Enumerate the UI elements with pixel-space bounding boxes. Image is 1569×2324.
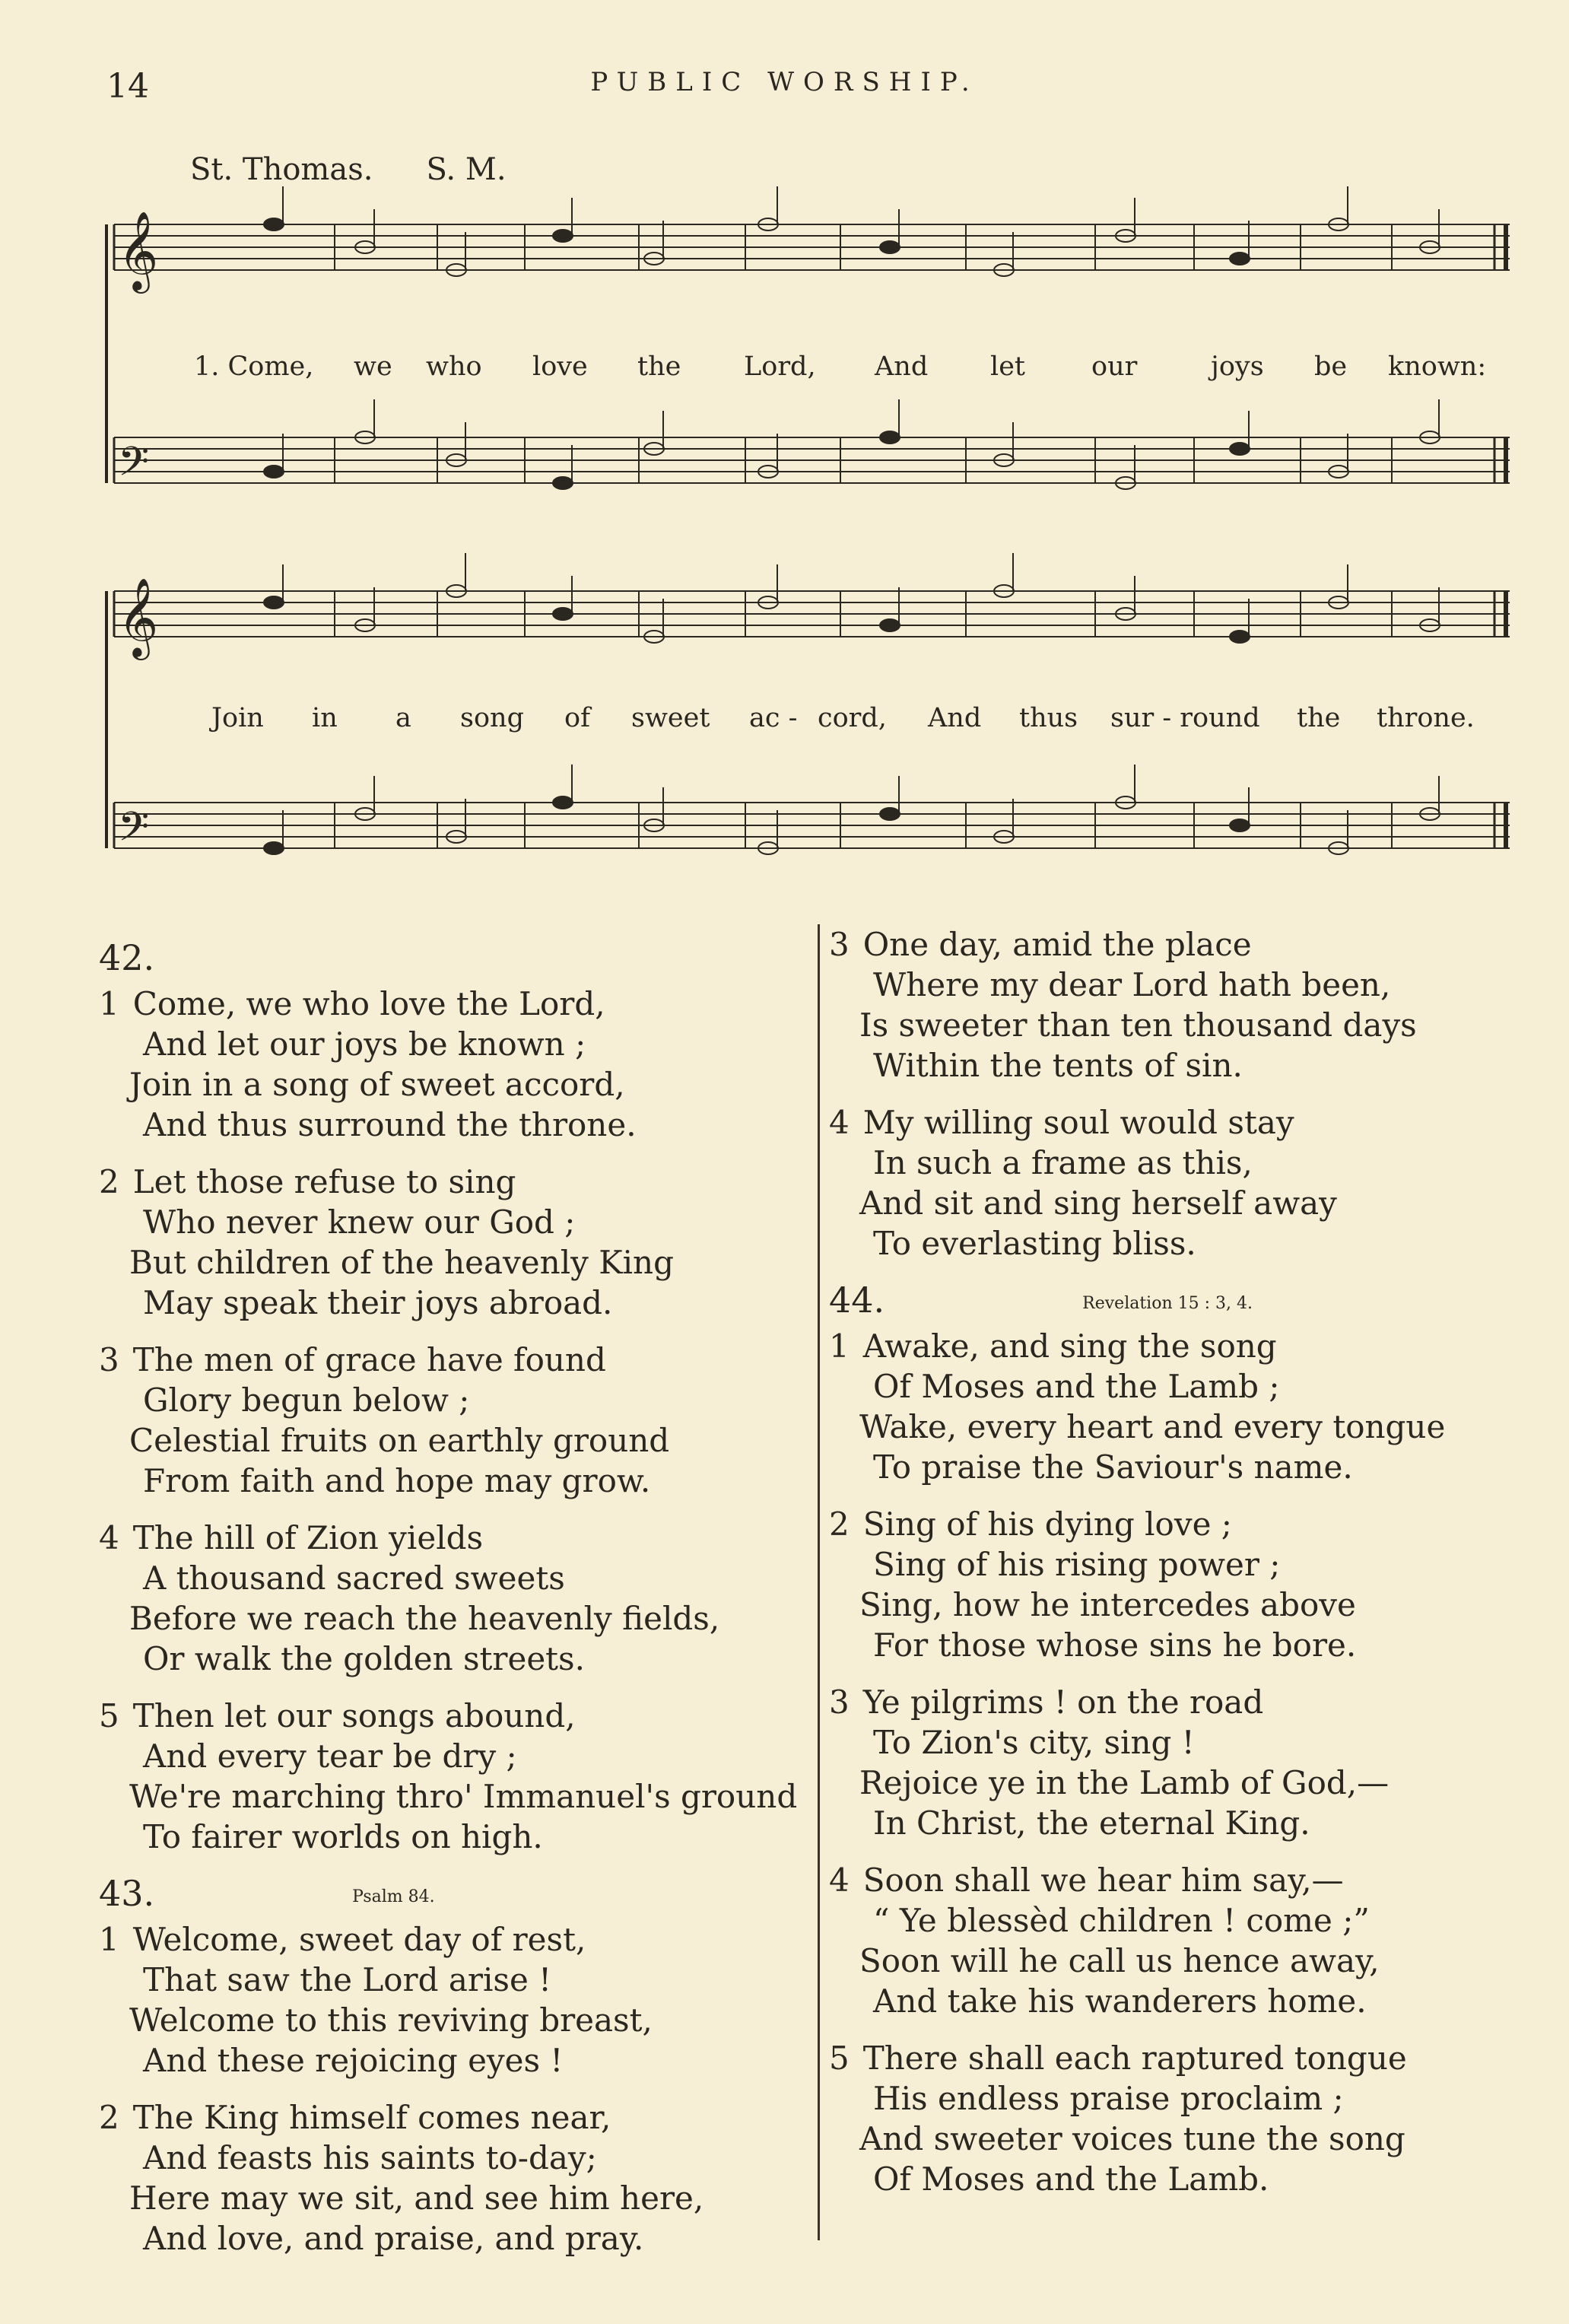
clef-symbol: 𝄞	[118, 211, 159, 291]
stanza-line	[99, 1420, 806, 1461]
lyric-syllable: our	[1091, 351, 1138, 382]
stanza-line-text: Soon will he call us hence away,	[859, 1942, 1380, 1979]
stanza	[829, 1326, 1552, 1487]
stanza-line	[99, 2218, 806, 2259]
lyric-syllable: ac -	[749, 703, 798, 733]
stanza-line-text: And thus surround the throne.	[143, 1106, 637, 1143]
stanza-line	[99, 1202, 806, 1242]
stanza	[99, 1696, 806, 1857]
stanza-line-text: The men of grace have found	[132, 1341, 606, 1378]
stanza-line	[99, 1461, 806, 1501]
lyric-syllable: in	[312, 703, 338, 733]
hymn-number-label: 43.	[99, 1873, 155, 1914]
stanza-line	[829, 1407, 1552, 1447]
hymn-number	[99, 938, 806, 984]
stanza-line-text: “ Ye blessèd children ! come ;”	[873, 1902, 1370, 1939]
stanza	[829, 2038, 1552, 2199]
stanza-line	[829, 1223, 1552, 1264]
stanza-line	[829, 1625, 1552, 1665]
stanza-line	[99, 1380, 806, 1420]
lyric-syllable: cord,	[818, 703, 887, 733]
lyric-syllable: Join	[211, 703, 264, 733]
scripture-reference: Revelation 15 : 3, 4.	[1082, 1293, 1253, 1313]
stanza-line	[99, 1817, 806, 1857]
stanza-line-text: Come, we who love the Lord,	[132, 985, 605, 1022]
stanza-line	[829, 1183, 1552, 1223]
stanza-line-text: Rejoice ye in the Lamb of God,—	[859, 1764, 1390, 1801]
stanza-line-text: In Christ, the eternal King.	[873, 1804, 1310, 1842]
stanza-line	[829, 1366, 1552, 1407]
stanza-line-text: Is sweeter than ten thousand days	[859, 1006, 1417, 1044]
stanza-line-text: For those whose sins he bore.	[873, 1626, 1357, 1664]
stanza-line-text: To fairer worlds on high.	[143, 1818, 543, 1855]
lyric-syllable: who	[426, 351, 482, 382]
stanza-number: 2	[99, 1163, 119, 1200]
note-head	[1230, 819, 1250, 831]
stanza-number: 2	[829, 1505, 850, 1543]
clef-symbol: 𝄢	[118, 804, 150, 860]
note-head	[264, 218, 284, 230]
stanza-number: 3	[829, 1683, 850, 1721]
stanza-number: 3	[829, 926, 850, 963]
stanza-line-text: There shall each raptured tongue	[862, 2039, 1407, 2077]
stanza-line	[99, 1340, 806, 1380]
stanza-line	[829, 2038, 1552, 2078]
lyric-syllable: joys	[1211, 351, 1264, 382]
stanza-number: 1	[829, 1327, 850, 1365]
stanza-line	[99, 1736, 806, 1776]
right-column	[829, 924, 1552, 2216]
stanza-line-text: Soon shall we hear him say,—	[862, 1861, 1344, 1899]
note-head	[553, 477, 573, 489]
stanza-line	[99, 1162, 806, 1202]
stanza-line	[829, 2119, 1552, 2159]
note-head	[880, 431, 900, 443]
stanza-line	[99, 1105, 806, 1145]
stanza-line-text: Within the tents of sin.	[873, 1047, 1243, 1084]
stanza	[99, 984, 806, 1145]
lyric-syllable: we	[354, 351, 392, 382]
stanza-line	[829, 1682, 1552, 1722]
clef-symbol: 𝄞	[118, 577, 159, 657]
note-head	[880, 241, 900, 253]
lyric-syllable: throne.	[1377, 703, 1475, 733]
lyric-syllable: And	[928, 703, 982, 733]
stanza-line	[829, 965, 1552, 1005]
stanza-line-text: We're marching thro' Immanuel's ground	[129, 1778, 798, 1815]
stanza-number: 4	[829, 1861, 850, 1899]
stanza-line-text: His endless praise proclaim ;	[873, 2080, 1344, 2117]
note-head	[264, 596, 284, 609]
stanza-line-text: That saw the Lord arise !	[143, 1961, 552, 1998]
stanza-line	[829, 1447, 1552, 1487]
lyric-syllable: song	[460, 703, 524, 733]
stanza-line	[99, 2040, 806, 2081]
running-title: PUBLIC WORSHIP.	[590, 67, 979, 97]
stanza-line	[99, 1024, 806, 1064]
lyric-syllable: be	[1314, 351, 1348, 382]
note-head	[553, 230, 573, 242]
stanza-line	[829, 1722, 1552, 1763]
lyric-syllable: let	[990, 351, 1025, 382]
stanza-line-text: And take his wanderers home.	[873, 1982, 1367, 2020]
clef-symbol: 𝄢	[118, 439, 150, 495]
stanza-line-text: Let those refuse to sing	[132, 1163, 516, 1200]
stanza-line-text: Awake, and sing the song	[862, 1327, 1277, 1365]
stanza-number: 1	[99, 1921, 119, 1958]
stanza	[99, 1919, 806, 2081]
note-head	[880, 808, 900, 820]
lyric-syllable: sur - round	[1110, 703, 1260, 733]
lyric-syllable: the	[637, 351, 681, 382]
note-head	[264, 842, 284, 854]
stanza-line	[829, 1045, 1552, 1086]
music-score	[0, 0, 1569, 913]
hymn-number-label: 42.	[99, 937, 155, 978]
stanza-number: 4	[829, 1104, 850, 1141]
stanza-number: 5	[829, 2039, 850, 2077]
stanza-line-text: Here may we sit, and see him here,	[129, 2179, 704, 2217]
stanza-number: 3	[99, 1341, 119, 1378]
note-head	[1230, 253, 1250, 265]
stanza-line	[829, 1326, 1552, 1366]
note-head	[880, 619, 900, 631]
stanza-line	[829, 1981, 1552, 2021]
stanza-line-text: Of Moses and the Lamb.	[873, 2160, 1269, 2198]
stanza-line-text: From faith and hope may grow.	[143, 1462, 651, 1499]
stanza-line-text: One day, amid the place	[862, 926, 1252, 963]
lyric-syllable: of	[564, 703, 591, 733]
lyric-syllable: 1. Come,	[194, 351, 314, 382]
stanza-line	[829, 1143, 1552, 1183]
stanza-line	[99, 1919, 806, 1960]
stanza-line-text: My willing soul would stay	[862, 1104, 1294, 1141]
lyric-syllable: And	[875, 351, 929, 382]
stanza-line-text: To everlasting bliss.	[873, 1225, 1196, 1262]
left-column	[99, 924, 806, 2275]
note-head	[1230, 443, 1250, 455]
stanza-line	[829, 1544, 1552, 1585]
stanza-number: 1	[99, 985, 119, 1022]
stanza-line-text: Before we reach the heavenly fields,	[129, 1600, 720, 1637]
stanza-line-text: Welcome to this reviving breast,	[129, 2001, 653, 2039]
stanza-line-text: Welcome, sweet day of rest,	[132, 1921, 586, 1958]
stanza-line-text: A thousand sacred sweets	[143, 1559, 565, 1597]
stanza-line	[99, 1283, 806, 1323]
stanza-line	[829, 1900, 1552, 1941]
note-head	[553, 608, 573, 620]
stanza-line-text: Join in a song of sweet accord,	[129, 1066, 625, 1103]
stanza-line	[99, 1518, 806, 1558]
stanza	[829, 1682, 1552, 1843]
page-number: 14	[106, 67, 149, 106]
lyric-syllable: a	[395, 703, 411, 733]
column-divider	[818, 924, 820, 2240]
stanza-line-text: To Zion's city, sing !	[873, 1724, 1195, 1761]
hymn-number	[829, 1280, 1552, 1326]
note-head	[264, 466, 284, 478]
stanza	[99, 1518, 806, 1679]
stanza-line	[99, 2097, 806, 2138]
stanza-line-text: Celestial fruits on earthly ground	[129, 1422, 670, 1459]
stanza-number: 2	[99, 2099, 119, 2136]
stanza-line	[829, 1803, 1552, 1843]
stanza-line-text: Ye pilgrims ! on the road	[862, 1683, 1264, 1721]
stanza-line-text: Who never knew our God ;	[143, 1203, 576, 1241]
stanza-line	[99, 2138, 806, 2178]
stanza-number: 5	[99, 1697, 119, 1734]
hymn-number-label: 44.	[829, 1280, 885, 1321]
stanza-line-text: Where my dear Lord hath been,	[873, 966, 1391, 1003]
stanza-line	[829, 924, 1552, 965]
stanza-line-text: Sing, how he intercedes above	[859, 1586, 1356, 1623]
lyric-syllable: love	[532, 351, 588, 382]
stanza	[99, 1340, 806, 1501]
stanza-line-text: Wake, every heart and every tongue	[859, 1408, 1446, 1445]
stanza-line-text: And sweeter voices tune the song	[859, 2120, 1405, 2157]
stanza-number: 4	[99, 1519, 119, 1556]
stanza-line	[829, 1102, 1552, 1143]
note-head	[1230, 631, 1250, 643]
stanza-line-text: And love, and praise, and pray.	[143, 2220, 644, 2257]
stanza-line-text: Glory begun below ;	[143, 1381, 470, 1419]
stanza-line-text: Sing of his dying love ;	[862, 1505, 1232, 1543]
stanza-line	[99, 1776, 806, 1817]
stanza-line	[99, 2178, 806, 2218]
stanza-line-text: The King himself comes near,	[132, 2099, 611, 2136]
hymn-number	[99, 1874, 806, 1919]
stanza	[99, 2097, 806, 2259]
stanza-line	[829, 1941, 1552, 1981]
stanza-line	[99, 1696, 806, 1736]
stanza-line-text: Sing of his rising power ;	[873, 1546, 1281, 1583]
stanza-line-text: And let our joys be known ;	[143, 1025, 586, 1063]
stanza-line	[99, 984, 806, 1024]
stanza-line-text: Of Moses and the Lamb ;	[873, 1368, 1280, 1405]
stanza-line	[829, 2078, 1552, 2119]
stanza	[829, 1504, 1552, 1665]
stanza-line	[99, 1558, 806, 1598]
stanza	[829, 924, 1552, 1086]
tune-meter: S. M.	[426, 152, 507, 187]
stanza-line	[99, 1242, 806, 1283]
stanza-line	[829, 1005, 1552, 1045]
stanza-line-text: May speak their joys abroad.	[143, 1284, 613, 1321]
stanza-line	[829, 1763, 1552, 1803]
stanza-line	[829, 1504, 1552, 1544]
scripture-reference: Psalm 84.	[352, 1887, 435, 1906]
stanza-line-text: And these rejoicing eyes !	[143, 2042, 564, 2079]
stanza-line-text: And every tear be dry ;	[143, 1737, 517, 1775]
stanza-line	[99, 1598, 806, 1639]
lyric-syllable: sweet	[631, 703, 710, 733]
stanza	[829, 1860, 1552, 2021]
lyric-syllable: the	[1297, 703, 1341, 733]
stanza-line-text: And feasts his saints to-day;	[143, 2139, 597, 2176]
stanza-line-text: Then let our songs abound,	[132, 1697, 576, 1734]
stanza-line	[829, 1585, 1552, 1625]
stanza	[829, 1102, 1552, 1264]
stanza-line	[99, 1064, 806, 1105]
stanza-line-text: But children of the heavenly King	[129, 1244, 674, 1281]
lyric-syllable: thus	[1019, 703, 1078, 733]
stanza-line	[99, 1960, 806, 2000]
stanza-line	[99, 1639, 806, 1679]
lyric-syllable: Lord,	[744, 351, 816, 382]
stanza	[99, 1162, 806, 1323]
stanza-line	[829, 1860, 1552, 1900]
stanza-line-text: Or walk the golden streets.	[143, 1640, 585, 1677]
stanza-line-text: In such a frame as this,	[873, 1144, 1253, 1181]
lyric-syllable: known:	[1388, 351, 1487, 382]
stanza-line	[829, 2159, 1552, 2199]
stanza-line-text: And sit and sing herself away	[859, 1184, 1337, 1222]
stanza-line	[99, 2000, 806, 2040]
stanza-line-text: The hill of Zion yields	[132, 1519, 484, 1556]
tune-name: St. Thomas.	[190, 152, 373, 187]
note-head	[553, 796, 573, 809]
stanza-line-text: To praise the Saviour's name.	[873, 1448, 1353, 1486]
